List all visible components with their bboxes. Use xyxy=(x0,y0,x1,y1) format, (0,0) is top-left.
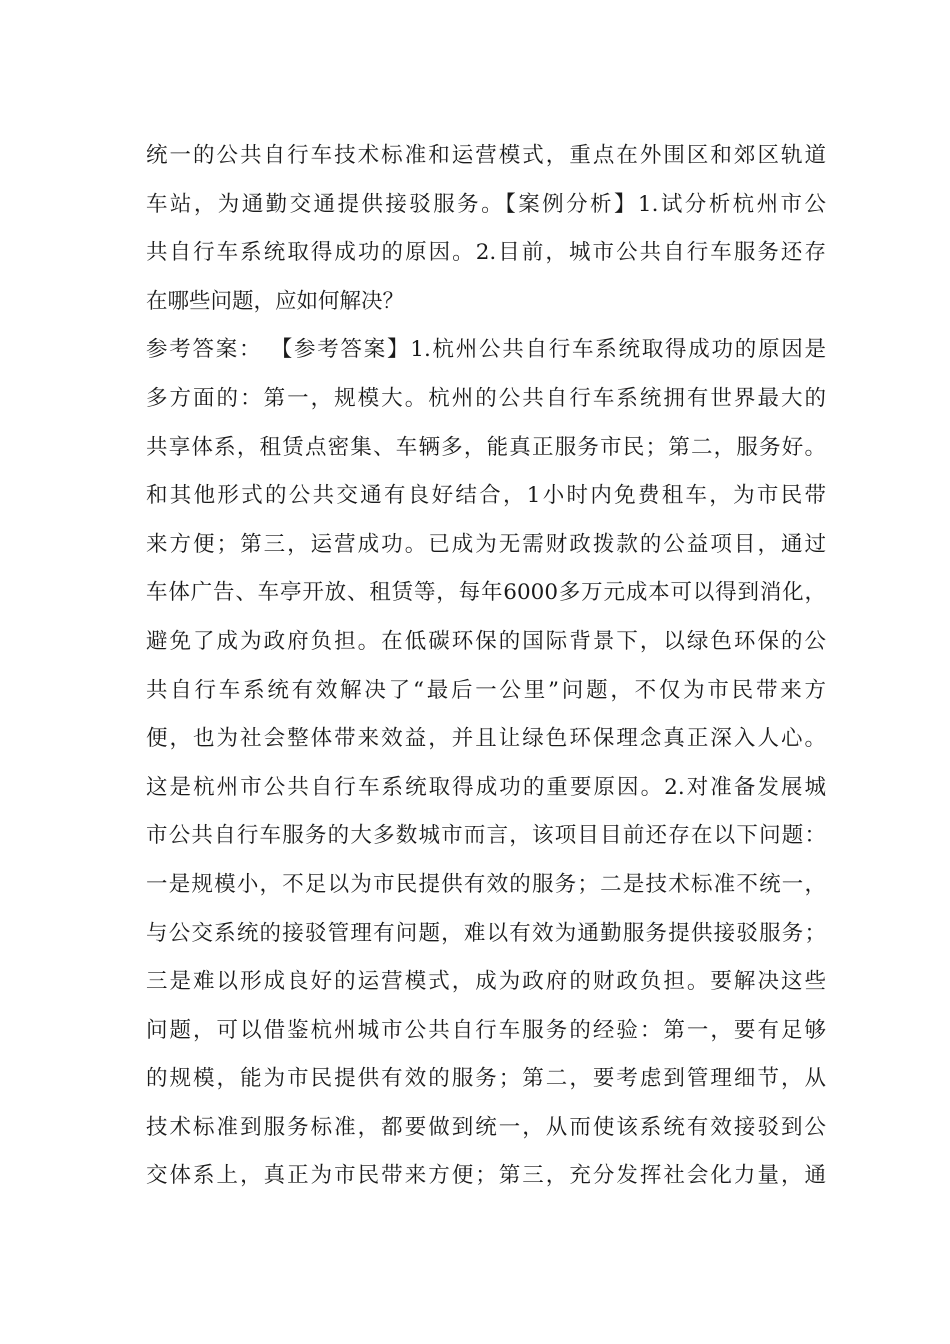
text-line: 市公共自行车服务的大多数城市而言，该项目目前还存在以下问题： xyxy=(146,823,826,849)
text-line: 一是规模小，不足以为市民提供有效的服务；二是技术标准不统一， xyxy=(146,871,826,897)
text-line: 参考答案： 【参考答案】1.杭州公共自行车系统取得成功的原因是 xyxy=(146,337,826,363)
text-line: 技术标准到服务标准，都要做到统一，从而使该系统有效接驳到公 xyxy=(146,1114,826,1140)
text-line: 共自行车系统有效解决了“最后一公里”问题，不仅为市民带来方 xyxy=(146,677,826,703)
text-line: 与公交系统的接驳管理有问题，难以有效为通勤服务提供接驳服务； xyxy=(146,920,826,946)
text-line: 的规模，能为市民提供有效的服务；第二，要考虑到管理细节，从 xyxy=(146,1066,826,1092)
text-line: 多方面的：第一，规模大。杭州的公共自行车系统拥有世界最大的 xyxy=(146,385,826,411)
text-line: 共自行车系统取得成功的原因。2.目前，城市公共自行车服务还存 xyxy=(146,240,826,266)
text-line: 问题，可以借鉴杭州城市公共自行车服务的经验：第一，要有足够 xyxy=(146,1017,826,1043)
text-line: 交体系上，真正为市民带来方便；第三，充分发挥社会化力量，通 xyxy=(146,1163,826,1189)
text-line: 共享体系，租赁点密集、车辆多，能真正服务市民；第二，服务好。 xyxy=(146,434,826,460)
document-body xyxy=(146,132,826,1201)
text-line: 在哪些问题，应如何解决？ xyxy=(146,288,405,314)
text-line: 来方便；第三，运营成功。已成为无需财政拨款的公益项目，通过 xyxy=(146,531,826,557)
text-line: 车站，为通勤交通提供接驳服务。【案例分析】1.试分析杭州市公 xyxy=(146,191,826,217)
text-line: 这是杭州市公共自行车系统取得成功的重要原因。2.对准备发展城 xyxy=(146,774,826,800)
text-line: 和其他形式的公共交通有良好结合，1小时内免费租车，为市民带 xyxy=(146,483,826,509)
text-line: 车体广告、车亭开放、租赁等，每年6000多万元成本可以得到消化， xyxy=(146,580,826,606)
text-line: 便，也为社会整体带来效益，并且让绿色环保理念真正深入人心。 xyxy=(146,726,826,752)
text-line: 避免了成为政府负担。在低碳环保的国际背景下，以绿色环保的公 xyxy=(146,628,826,654)
text-line: 三是难以形成良好的运营模式，成为政府的财政负担。要解决这些 xyxy=(146,969,826,995)
text-line: 统一的公共自行车技术标准和运营模式，重点在外围区和郊区轨道 xyxy=(146,143,826,168)
